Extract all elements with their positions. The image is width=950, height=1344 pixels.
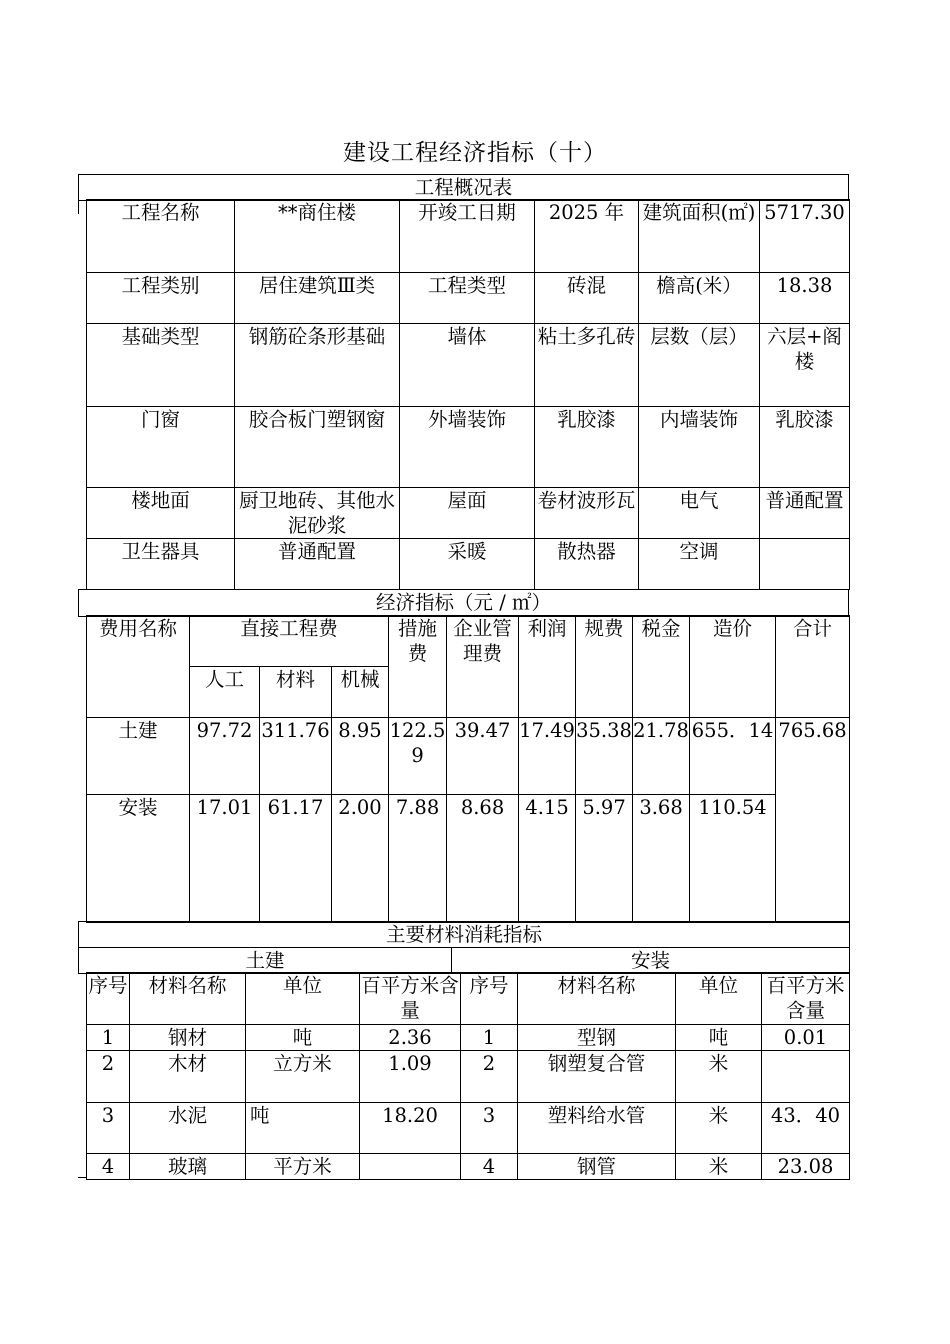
- civil-unit: 平方米: [246, 1154, 360, 1180]
- materials-header: 主要材料消耗指标: [79, 922, 850, 948]
- col-management: 企业管理费: [447, 616, 519, 718]
- install-material-name: 钢塑复合管: [518, 1051, 676, 1103]
- value-floor-area: 5717.30: [760, 200, 850, 273]
- value-project-category: 居住建筑Ⅲ类: [235, 273, 400, 324]
- economic-row-install: [87, 795, 850, 923]
- value-labor: 17.01: [190, 795, 260, 923]
- install-material-name: 塑料给水管: [518, 1103, 676, 1154]
- civil-material-name: 钢材: [130, 1025, 246, 1051]
- value-profit: 4.15: [519, 795, 576, 923]
- value-heating: 散热器: [535, 539, 639, 590]
- col-civil-unit: 单位: [246, 973, 360, 1025]
- label-roof: 屋面: [400, 488, 535, 539]
- col-total: 合计: [776, 616, 850, 718]
- label-project-name: 工程名称: [87, 200, 235, 273]
- civil-no: 2: [87, 1051, 130, 1103]
- value-project-type: 砖混: [535, 273, 639, 324]
- value-roof: 卷材波形瓦: [535, 488, 639, 539]
- label-schedule: 开竣工日期: [400, 200, 535, 273]
- civil-amount: 18.20: [360, 1103, 461, 1154]
- civil-material-name: 玻璃: [130, 1154, 246, 1180]
- material-row: [87, 1025, 850, 1051]
- value-wall: 粘土多孔砖: [535, 324, 639, 407]
- civil-material-name: 水泥: [130, 1103, 246, 1154]
- install-amount: 43．40: [762, 1103, 850, 1154]
- value-air-conditioning: [760, 539, 850, 590]
- install-group-label: 安装: [452, 948, 850, 974]
- value-flooring: 厨卫地砖、其他水泥砂浆: [235, 488, 400, 539]
- value-measures: 122.59: [389, 718, 447, 795]
- civil-group-label: 土建: [79, 948, 452, 974]
- col-fee-name: 费用名称: [87, 616, 190, 718]
- material-row: [87, 1154, 850, 1180]
- value-eaves-height: 18.38: [760, 273, 850, 324]
- label-flooring: 楼地面: [87, 488, 235, 539]
- col-material: 材料: [260, 667, 332, 718]
- row-name: 安装: [87, 795, 190, 923]
- install-unit: 米: [676, 1051, 762, 1103]
- label-heating: 采暖: [400, 539, 535, 590]
- col-regulation: 规费: [576, 616, 633, 718]
- install-material-name: 钢管: [518, 1154, 676, 1180]
- materials-header-table: [78, 921, 850, 974]
- label-exterior-finish: 外墙装饰: [400, 407, 535, 488]
- col-civil-no: 序号: [87, 973, 130, 1025]
- overview-edge-stub: [78, 199, 79, 214]
- install-unit: 米: [676, 1103, 762, 1154]
- label-interior-finish: 内墙装饰: [639, 407, 760, 488]
- label-electrical: 电气: [639, 488, 760, 539]
- economic-table: [86, 615, 850, 923]
- label-floors: 层数（层）: [639, 324, 760, 407]
- value-measures: 7.88: [389, 795, 447, 923]
- overview-row: [87, 539, 850, 590]
- value-cost: 655．14: [690, 718, 776, 795]
- install-amount: [762, 1051, 850, 1103]
- col-install-name: 材料名称: [518, 973, 676, 1025]
- install-unit: 吨: [676, 1025, 762, 1051]
- value-management: 39.47: [447, 718, 519, 795]
- value-project-name: **商住楼: [235, 200, 400, 273]
- install-unit: 米: [676, 1154, 762, 1180]
- value-foundation: 钢筋砼条形基础: [235, 324, 400, 407]
- document-title: 建设工程经济指标（十）: [343, 140, 607, 166]
- label-eaves-height: 檐高(米）: [639, 273, 760, 324]
- civil-material-name: 木材: [130, 1051, 246, 1103]
- install-material-name: 型钢: [518, 1025, 676, 1051]
- col-cost: 造价: [690, 616, 776, 718]
- overview-row: [87, 488, 850, 539]
- overview-table: [86, 199, 850, 590]
- col-civil-amount: 百平方米含量: [360, 973, 461, 1025]
- row-name: 土建: [87, 718, 190, 795]
- value-machinery: 8.95: [332, 718, 389, 795]
- civil-no: 1: [87, 1025, 130, 1051]
- value-total: 765.68: [776, 718, 850, 923]
- col-tax: 税金: [633, 616, 690, 718]
- table-bottom-stub: [78, 1177, 86, 1178]
- col-civil-name: 材料名称: [130, 973, 246, 1025]
- overview-row: [87, 407, 850, 488]
- label-foundation: 基础类型: [87, 324, 235, 407]
- label-doors-windows: 门窗: [87, 407, 235, 488]
- col-profit: 利润: [519, 616, 576, 718]
- civil-unit: 吨: [246, 1103, 360, 1154]
- col-measures: 措施费: [389, 616, 447, 718]
- materials-table: [86, 972, 850, 1180]
- civil-unit: 立方米: [246, 1051, 360, 1103]
- value-regulation: 5.97: [576, 795, 633, 923]
- civil-amount: 1.09: [360, 1051, 461, 1103]
- economic-row-civil: [87, 718, 850, 795]
- value-electrical: 普通配置: [760, 488, 850, 539]
- install-no: 4: [461, 1154, 518, 1180]
- col-install-no: 序号: [461, 973, 518, 1025]
- civil-unit: 吨: [246, 1025, 360, 1051]
- value-exterior-finish: 乳胶漆: [535, 407, 639, 488]
- label-project-type: 工程类型: [400, 273, 535, 324]
- install-no: 3: [461, 1103, 518, 1154]
- col-machinery: 机械: [332, 667, 389, 718]
- value-tax: 21.78: [633, 718, 690, 795]
- overview-row: [87, 200, 850, 273]
- value-tax: 3.68: [633, 795, 690, 923]
- overview-header: 工程概况表: [79, 175, 849, 201]
- value-cost: 110.54: [690, 795, 776, 923]
- install-no: 1: [461, 1025, 518, 1051]
- overview-row: [87, 273, 850, 324]
- value-material: 61.17: [260, 795, 332, 923]
- overview-row: [87, 324, 850, 407]
- label-air-conditioning: 空调: [639, 539, 760, 590]
- value-labor: 97.72: [190, 718, 260, 795]
- label-project-category: 工程类别: [87, 273, 235, 324]
- economic-header-table: [78, 589, 849, 617]
- value-profit: 17.49: [519, 718, 576, 795]
- civil-no: 3: [87, 1103, 130, 1154]
- label-wall: 墙体: [400, 324, 535, 407]
- install-amount: 23.08: [762, 1154, 850, 1180]
- value-management: 8.68: [447, 795, 519, 923]
- install-amount: 0.01: [762, 1025, 850, 1051]
- material-row: [87, 1051, 850, 1103]
- label-sanitary: 卫生器具: [87, 539, 235, 590]
- civil-amount: [360, 1154, 461, 1180]
- value-regulation: 35.38: [576, 718, 633, 795]
- value-interior-finish: 乳胶漆: [760, 407, 850, 488]
- value-schedule: 2025 年: [535, 200, 639, 273]
- material-row: [87, 1103, 850, 1154]
- value-machinery: 2.00: [332, 795, 389, 923]
- economic-header: 经济指标（元 / ㎡）: [79, 590, 849, 617]
- value-doors-windows: 胶合板门塑钢窗: [235, 407, 400, 488]
- install-no: 2: [461, 1051, 518, 1103]
- value-floors: 六层+阁楼: [760, 324, 850, 407]
- col-install-unit: 单位: [676, 973, 762, 1025]
- value-material: 311.76: [260, 718, 332, 795]
- col-labor: 人工: [190, 667, 260, 718]
- col-install-amount: 百平方米含量: [762, 973, 850, 1025]
- label-floor-area: 建筑面积(㎡): [639, 200, 760, 273]
- civil-amount: 2.36: [360, 1025, 461, 1051]
- overview-header-table: [78, 174, 849, 201]
- value-sanitary: 普通配置: [235, 539, 400, 590]
- col-direct-cost: 直接工程费: [190, 616, 389, 667]
- civil-no: 4: [87, 1154, 130, 1180]
